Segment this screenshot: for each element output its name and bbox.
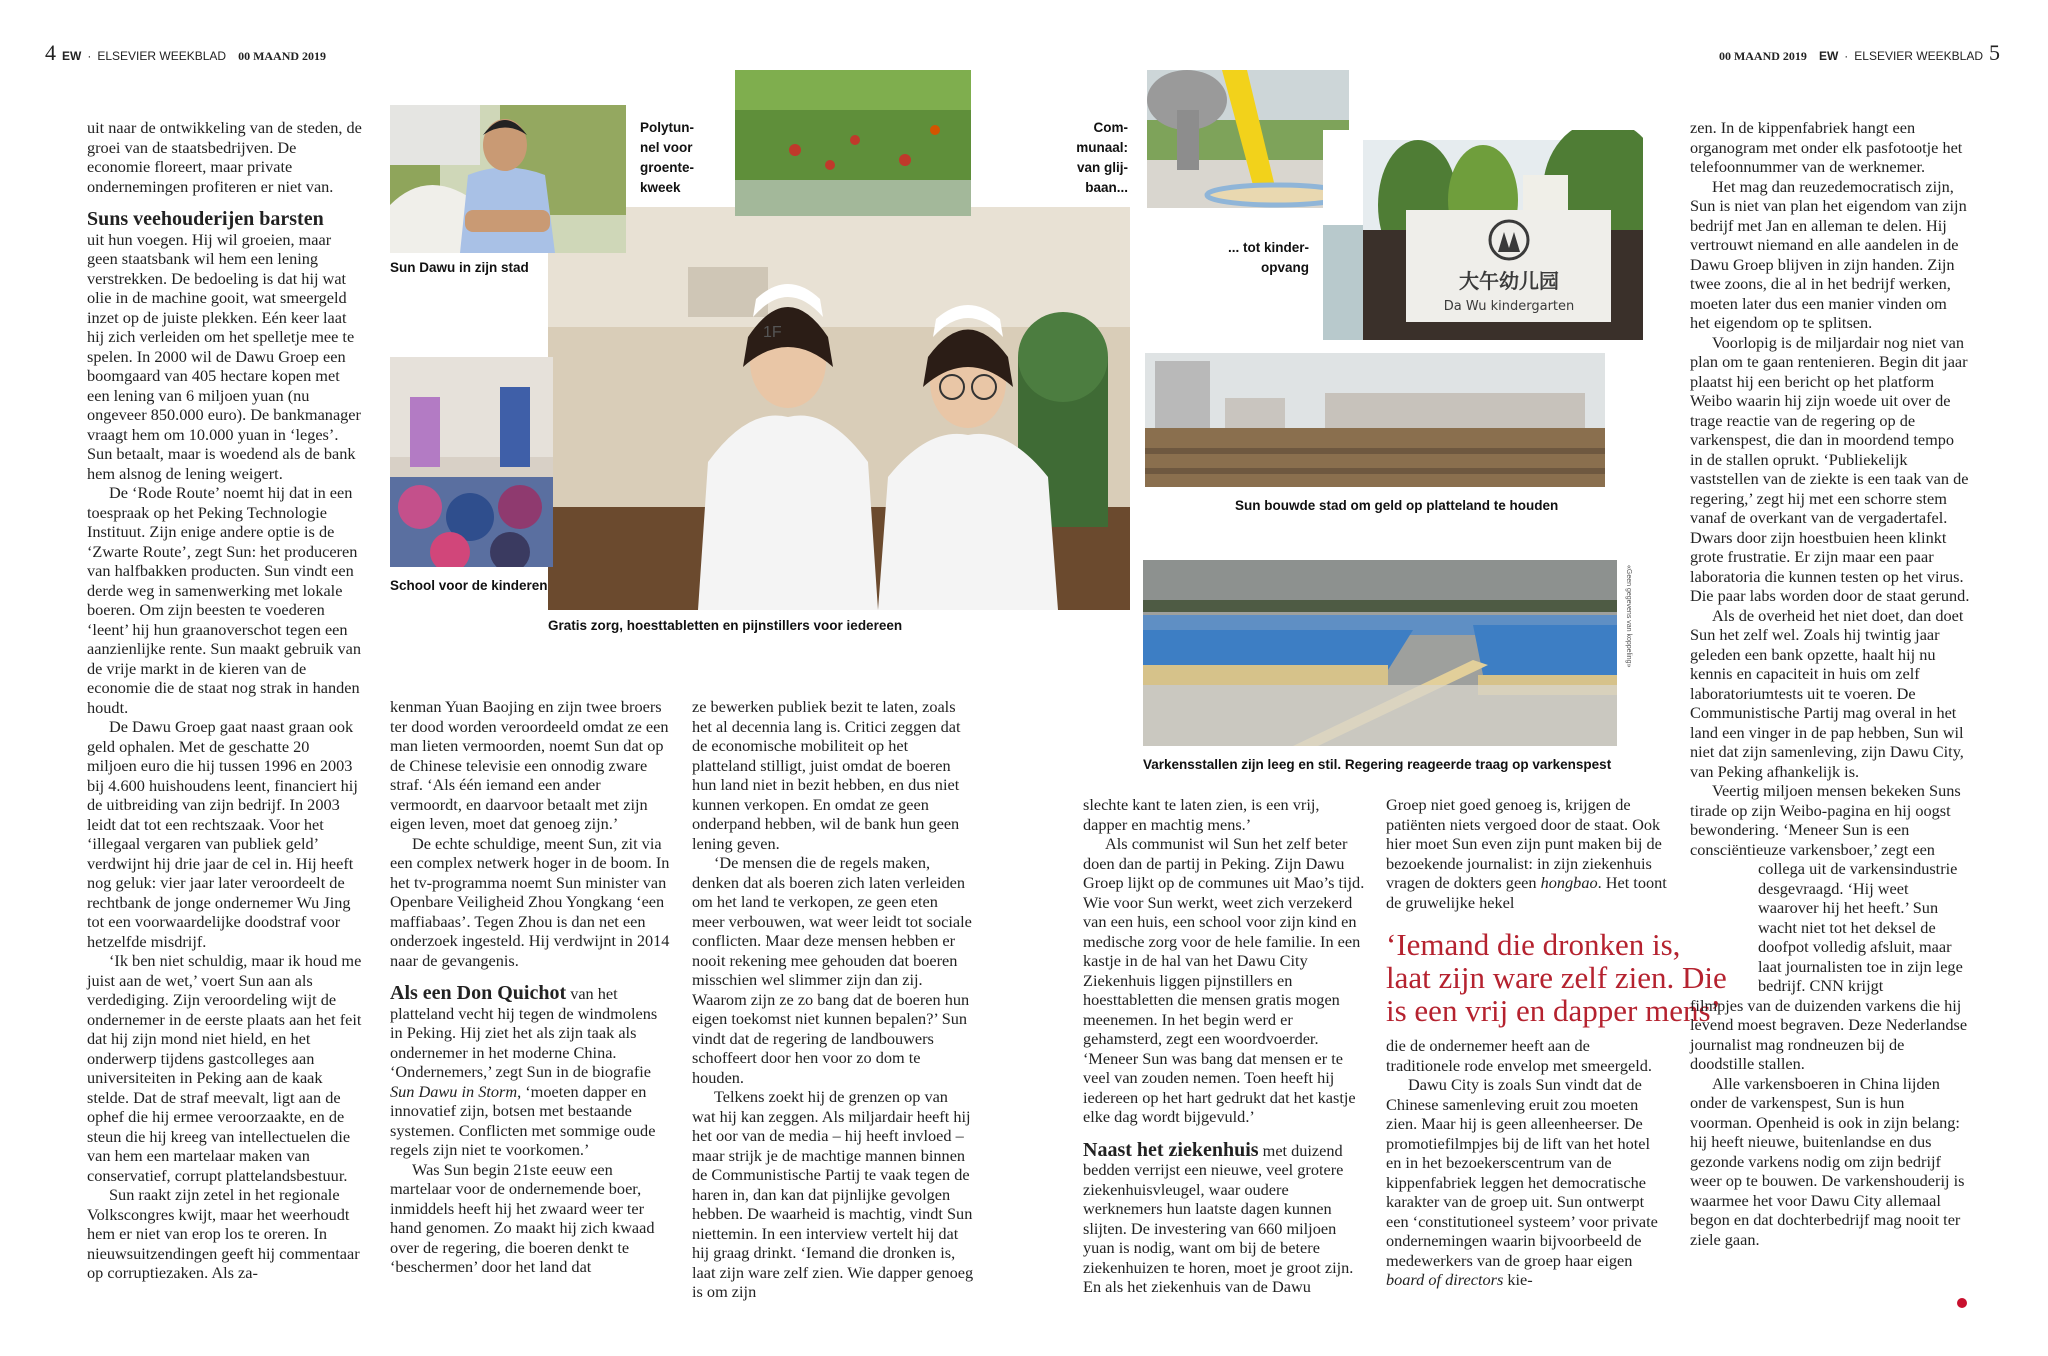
article-column-1 <box>87 118 363 1283</box>
publication-name: ELSEVIER WEEKBLAD <box>1854 49 1983 63</box>
article-column-2 <box>390 697 672 1277</box>
sign-chinese-text: 大午幼儿园 <box>1459 269 1559 293</box>
photo-playground <box>1147 70 1349 208</box>
nurses-image <box>548 207 1130 610</box>
brand-logo: EW <box>1818 49 1839 63</box>
caption-line: munaal: <box>1076 140 1128 155</box>
brand-logo: EW <box>62 49 82 63</box>
floor-sign: 1F <box>763 324 782 341</box>
paragraph <box>1386 795 1668 912</box>
separator: · <box>1844 49 1849 63</box>
caption-line: groente- <box>640 160 694 175</box>
italic-term: board of directors <box>1386 1270 1504 1289</box>
caption-polytunnel <box>640 118 712 198</box>
paragraph: ze bewerken publiek bezit te laten, zoals het al decennia lang is. Critici zeggen dat de economische mobiliteit op het platteland stilligt, juist omdat de boeren hun land niet in bezit hebben, en dus niet kunnen verkopen. En omdat ze geen onderpand hebben, wil de bank hun geen lening geven. <box>692 697 961 853</box>
paragraph: Telkens zoekt hij de grenzen op van wat hij kan zeggen. Als miljardair heeft hij het oor van de media – hij heeft invloed – maar strijk je de machtige mannen binnen de Communistische Partij te vaak tegen de haren in, dan kan dat pijnlijke gevolgen hebben. De waarheid is machtig, vindt Sun niettemin. In een interview vertelt hij dat hij graag drinkt. ‘Iemand die dronken is, laat zijn ware zelf zien. Wie dapper genoeg is om zijn <box>692 1087 974 1301</box>
paragraph-text: Dawu City is zoals Sun vindt dat de Chinese samenleving eruit zou moeten zien. Maar hij is geen alleenheerser. De promotiefilmpjes bij de lift van het hotel en in het bezoekerscentrum van de kippenfabriek leggen het democratische karakter van de groep uit. Sun ontwerpt een ‘constitutioneel systeem’ voor private ondernemingen waarin bijvoorbeeld de medewerkers van de groep haar eigen <box>1386 1075 1658 1270</box>
photo-town <box>1145 353 1605 487</box>
article-column-3 <box>692 697 974 1302</box>
caption-line: Com- <box>1093 120 1128 135</box>
caption-line: ... tot kinder- <box>1228 240 1309 255</box>
paragraph: ‘Ik ben niet schuldig, maar ik houd me juist aan de wet,’ voert Sun aan als verdediging. Zijn veroordeling wijt de ondernemer in de eerste plaats aan het feit dat hij zijn mond niet hield, en het onderwerp tijdens gastcolleges aan universiteiten in Peking aan de kaak stelde. Dat de straf meevalt, ligt aan de ophef die hij ermee veroorzaakte, en de steun die hij kreeg van intellectuelen die van hem een martelaar maken van conservatief, corrupt plattelandsbestuur. <box>87 951 362 1185</box>
caption-kindergarten <box>1185 238 1309 278</box>
paragraph <box>1083 1138 1365 1297</box>
sign-english-text: Da Wu kindergarten <box>1443 299 1575 314</box>
paragraph: collega uit de varkensindustrie desgevraagd. ‘Hij weet waarover hij het heeft.’ Sun wacht niet tot het deksel de doofpot volledig afsluit, maar laat journalisten toe in zijn lege bedrijf. CNN krijgt <box>1758 859 1963 995</box>
separator: · <box>87 49 92 63</box>
caption-nurses: Gratis zorg, hoesttabletten en pijnstillers voor iedereen <box>548 618 903 633</box>
paragraph-text: Groep niet goed genoeg is, krijgen de patiënten niets vergoed door de staat. Ook hier moet Sun even zijn punt maken bij de bezoekende journalist: in zijn ziekenhuis vragen de dokters geen <box>1386 795 1662 892</box>
paragraph: Veertig miljoen mensen bekeken Suns tirade op zijn Weibo-pagina en hij oogst bewondering. ‘Meneer Sun is een consciëntieuze varkensboer,’ zegt een <box>1690 781 1961 859</box>
paragraph: Voorlopig is de miljardair nog niet van plan om te gaan rentenieren. Begin dit jaar plaatst hij een bericht op het platform Weibo waarin hij zijn woede uit over de trage reactie van de regering op de varkenspest, die dan in moordend tempo in de stallen oprukt. ‘Publiekelijk vaststellen van de ziekte is een taak van de regering,’ zegt hij met een schorre stem vanaf de overkant van de vergadertafel. Dwars door zijn hoestbuien heen klinkt grote frustratie. Er zijn maar een paar laboratoria die kunnen testen op het virus. Die paar labs worden door de staat gerund. <box>1690 332 1970 605</box>
paragraph: Alle varkensboeren in China lijden onder de varkenspest, Sun is hun voorman. Openheid is ook in zijn belang: hij heeft nieuwe, buitenlandse en dus gezonde varkens nodig om zijn bedrijf weer op te bouwen. De varkenshouderij is waarmee het voor Dawu City allemaal begon en dat dochterbedrijf mag nooit ter ziele gaan. <box>1690 1073 1965 1249</box>
issue-date: 00 MAAND 2019 <box>1718 49 1807 63</box>
paragraph-text: met duizend bedden verrijst een nieuwe, veel grotere ziekenhuisvleugel, waar oudere werknemers hun laatste dagen kunnen slijten. De investering van 660 miljoen yuan is nodig, want om bij de betere ziekenhuizen te horen, moet je groot zijn. En als het ziekenhuis van de Dawu <box>1083 1140 1354 1296</box>
paragraph-text: . Het toont de gruwelijke hekel <box>1386 873 1667 912</box>
paragraph <box>1386 1075 1668 1290</box>
caption-line: opvang <box>1260 260 1309 275</box>
caption-line: van glij- <box>1076 160 1128 175</box>
paragraph: De Dawu Groep gaat naast graan ook geld ophalen. Met de geschatte 20 miljoen euro die hij tussen 1996 en 2003 bij 4.600 huishoudens leent, financiert hij de uitbreiding van zijn bedrijf. In 2003 leidt dat tot een rechtszaak. Voor het ‘illegaal vergaren van publiek geld’ verdwijnt hij drie jaar de cel in. Hij heeft nog geluk: vier jaar later veroordeelt de rechtbank de jonge ondernemer Wu Jing tot een voorwaardelijke doodstraf voor hetzelfde misdrijf. <box>87 717 358 951</box>
pull-quote-line: is een vrij en dapper mens’ <box>1386 993 1721 1028</box>
publication-name: ELSEVIER WEEKBLAD <box>97 49 227 63</box>
caption-line: Polytun- <box>640 120 694 135</box>
paragraph: die de ondernemer heeft aan de traditionele rode envelop met smeergeld. <box>1386 1036 1652 1075</box>
end-of-article-dot <box>1957 1298 1967 1308</box>
pull-quote-line: laat zijn ware zelf zien. Die <box>1386 960 1727 995</box>
paragraph <box>390 984 672 1160</box>
caption-communal <box>1060 118 1128 198</box>
paragraph: filmpjes van de duizenden varkens die hij levend moest begraven. Deze Nederlandse journalist mag rondneuzen bij de doodstille stallen. <box>1690 995 1968 1073</box>
photo-polytunnel <box>735 70 971 216</box>
section-lead: Als een Don Quichot <box>390 982 567 1004</box>
article-column-5 <box>1386 795 1668 1290</box>
article-column-6 <box>1690 118 1970 1249</box>
paragraph: De echte schuldige, meent Sun, zit via een complex netwerk hoger in de boom. In het tv-programma noemt Sun minister van Openbare Veiligheid Zhou Yongkang ‘een maffiabaas’. Tegen Zhou is dan net een onderzoek ingesteld. Hij verdwijnt in 2014 naar de gevangenis. <box>390 833 670 970</box>
school-image <box>390 357 553 567</box>
photo-kindergarten <box>1323 130 1643 340</box>
sun-dawu-image <box>390 105 626 253</box>
paragraph <box>87 210 363 483</box>
paragraph: zen. In de kippenfabriek hangt een organogram met onder elk pasfotootje het telefoonnummer van de werknemer. <box>1690 118 1963 176</box>
caption-town: Sun bouwde stad om geld op platteland te houden <box>1235 498 1559 513</box>
page-header-right <box>1713 40 2000 66</box>
polytunnel-image <box>735 70 971 216</box>
paragraph-text: uit hun voegen. Hij wil groeien, maar geen staatsbank wil hem een lening verstrekken. De bedoeling is dat hij wat olie in de machine gooit, wat smeergeld inzet op de juiste plekken. Eén keer laat hij zich verleiden om het spelletje mee te spelen. In 2000 wil de Dawu Groep een boomgaard van 405 hectare kopen met een lening van 6 miljoen yuan (nu ongeveer 850.000 euro). De bankmanager vraagt hem om 10.000 yuan in ‘leges’. Sun betaalt, maar is woedend als de bank hem alsnog de lening weigert. <box>87 229 361 483</box>
paragraph-text: , ‘moeten dapper en innovatief zijn, botsen met bestaande systemen. Conflicten met sommige oude regels zijn niet te voorkomen.’ <box>390 1081 656 1159</box>
caption-line: kweek <box>640 180 681 195</box>
page-number: 5 <box>1989 40 2000 65</box>
paragraph: Als communist wil Sun het zelf beter doen dan de partij in Peking. Zijn Dawu Groep lijkt op de communes uit Mao’s tijd. Wie voor Sun werkt, weet zich verzekerd van een huis, een school voor zijn kind en medische zorg voor de hele familie. In een kastje in de hal van het Dawu City Ziekenhuis liggen pijnstillers en hoesttabletten die mensen gratis mogen meenemen. In het begin werd er gehamsterd, zegt een woordvoerder. ‘Meneer Sun was bang dat mensen er te veel van zouden nemen. Toen heeft hij iedereen op het hart gedrukt dat het kastje elke dag wordt bijgevuld.’ <box>1083 834 1365 1126</box>
photo-school <box>390 357 553 567</box>
caption-line: nel voor <box>640 140 693 155</box>
paragraph: Sun raakt zijn zetel in het regionale Volkscongres kwijt, maar het weerhoudt hem er niet van erop los te oreren. In nieuwsuitzendingen geeft hij commentaar op corruptiezaken. Als za- <box>87 1185 360 1282</box>
photo-sun-dawu <box>390 105 626 253</box>
book-title: Sun Dawu in Storm <box>390 1081 518 1101</box>
issue-date: 00 MAAND 2019 <box>238 49 327 63</box>
paragraph-text: kie- <box>1503 1270 1533 1289</box>
caption-line: baan... <box>1085 180 1128 195</box>
page-number: 4 <box>45 40 56 65</box>
paragraph: slechte kant te laten zien, is een vrij, dapper en machtig mens.’ <box>1083 795 1320 834</box>
pull-quote-line: ‘Iemand die dronken is, <box>1386 927 1681 962</box>
article-column-4 <box>1083 795 1365 1297</box>
paragraph: Het mag dan reuzedemocratisch zijn, Sun is niet van plan het eigendom van zijn bedrijf met Jan en alleman te delen. Hij vertrouwt niemand en alle aandelen in de Dawu Groep blijven in zijn handen. Zijn twee zoons, die al in het bedrijf werken, moeten later dus een manier vinden om het eigendom op te splitsen. <box>1690 176 1967 332</box>
italic-term: hongbao <box>1540 873 1598 892</box>
paragraph: uit naar de ontwikkeling van de steden, de groei van de staatsbedrijven. De economie floreert, maar private ondernemingen profiteren er niet van. <box>87 118 362 196</box>
section-lead: Naast het ziekenhuis <box>1083 1138 1259 1161</box>
town-image <box>1145 353 1605 487</box>
playground-image <box>1147 70 1349 208</box>
caption-pigfarm: Varkensstallen zijn leeg en stil. Regering reageerde traag op varkenspest <box>1143 757 1612 772</box>
paragraph: Was Sun begin 21ste eeuw een martelaar voor de ondernemende boer, inmiddels heeft hij het zwaard weer ter hand genomen. Zo maakt hij zich kwaad over de regering, die boeren denkt te ‘beschermen’ door het land dat <box>390 1159 655 1276</box>
pigfarm-image <box>1143 560 1617 746</box>
paragraph: Als de overheid het niet doet, dan doet Sun het zelf wel. Zoals hij twintig jaar geleden een bank opzette, haalt hij nu kennis en capaciteit in huis om zelf laboratoriumtests uit te voeren. De Communistische Partij mag overal in het land een vinger in de pap hebben, Sun wil niet dat zijn samenleving, zijn Dawu City, van Peking afhankelijk is. <box>1690 605 1964 781</box>
section-lead: Suns veehouderijen barsten <box>87 208 324 230</box>
photo-nurses <box>548 207 1130 610</box>
paragraph: De ‘Rode Route’ noemt hij dat in een toespraak op het Peking Technologie Instituut. Zijn enige andere optie is de ‘Zwarte Route’, zegt Sun: het produceren van halfbakken producten. Sun vindt een derde weg in samenwerking met lokale boeren. Om zijn beesten te voederen ‘leent’ hij hun graanoverschot tegen een aanzienlijke rente. Sun maakt gebruik van de vrije markt in de kieren van de economie die de staat nog strak in handen houdt. <box>87 483 361 717</box>
caption-sun-dawu: Sun Dawu in zijn stad <box>390 260 529 275</box>
paragraph: kenman Yuan Baojing en zijn twee broers ter dood worden veroordeeld omdat ze een man lieten vermoorden, noemt Sun dat op de Chinese televisie een onnodig zware straf. ‘Als één iemand een ander vermoordt, en daarvoor betaalt met zijn eigen leven, moet dat genoeg zijn.’ <box>390 697 669 833</box>
caption-school: School voor de kinderen <box>390 578 548 593</box>
photo-pigfarm <box>1143 560 1617 746</box>
page-header-left <box>45 40 332 66</box>
photo-credit: «Geen gegevens van koppeling» <box>1625 565 1632 668</box>
kindergarten-image <box>1323 130 1643 340</box>
paragraph: ‘De mensen die de regels maken, denken dat als boeren zich laten verleiden om het land te verkopen, ze geen eten meer verbouwen, wat weer leidt tot sociale conflicten. Maar deze mensen hebben er nooit rekening mee gehouden dat boeren misschien wel slimmer zijn dan zij. Waarom zijn ze zo bang dat de boeren hun eigen toekomst niet kunnen bepalen?’ Sun vindt dat de regering de landbouwers schoffeert door hen voor zo dom te houden. <box>692 853 972 1087</box>
paragraph-text: van het platteland vecht hij tegen de windmolens in Peking. Hij ziet het als zijn taak als ondernemer in het moderne China. ‘Ondernemers,’ zegt Sun in de biografie <box>390 984 658 1081</box>
